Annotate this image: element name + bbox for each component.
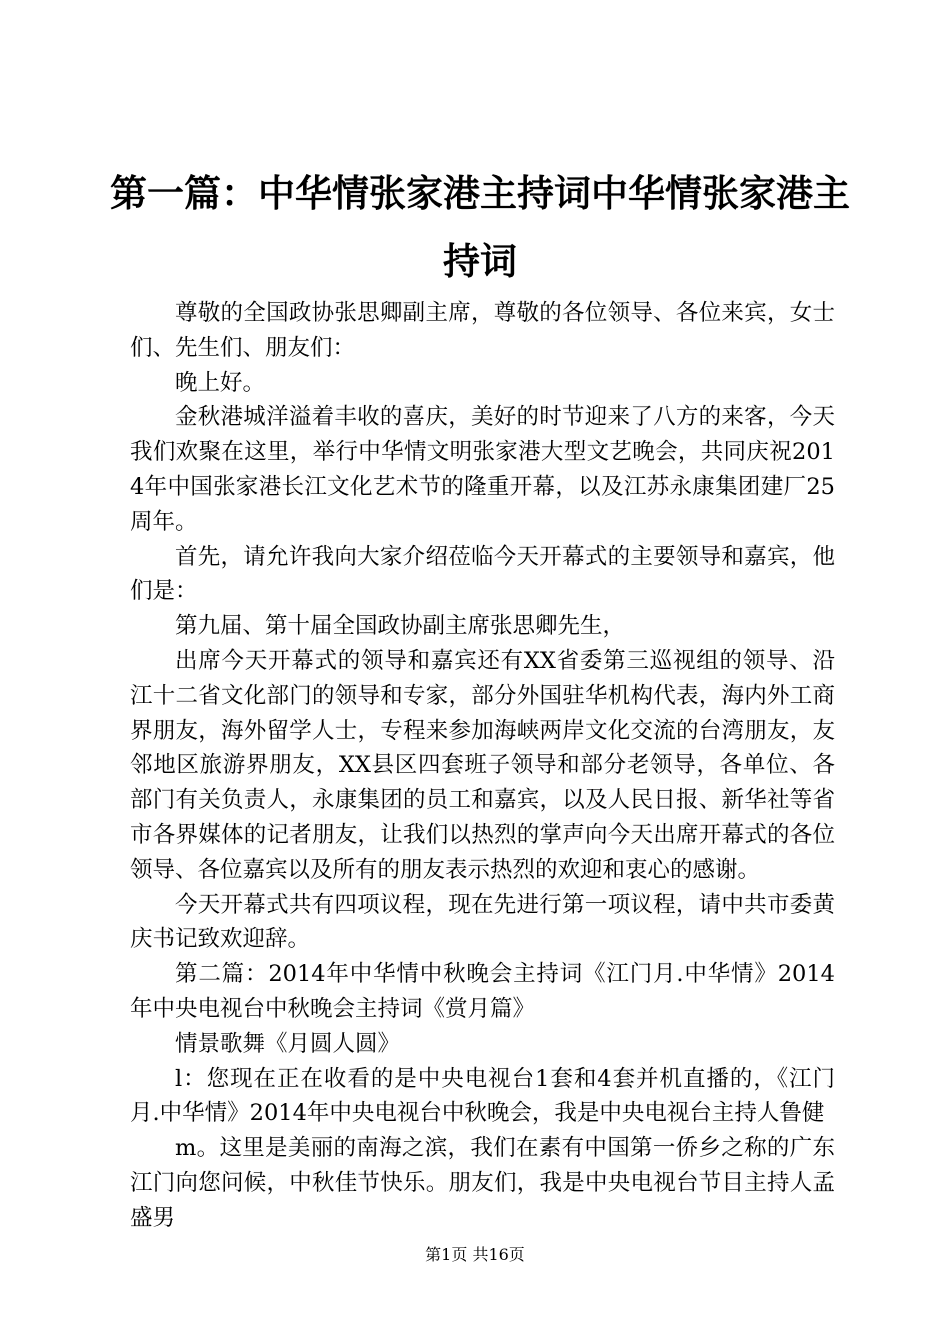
page-number: 第1页 共16页 xyxy=(425,1245,525,1264)
paragraph-evening: 晚上好。 xyxy=(175,369,266,396)
paragraph-introduction: 首先，请允许我向大家介绍莅临今天开幕式的主要领导和嘉宾，他们是： xyxy=(130,543,835,605)
paragraph-opening: 金秋港城洋溢着丰收的喜庆，美好的时节迎来了八方的来客，今天我们欢聚在这里，举行中华情文明张家港大型文艺晚会，共同庆祝2014年中国张家港长江文化艺术节的隆重开幕，以及江苏永康集团建厂25周年。 xyxy=(130,404,835,535)
paragraph-agenda: 今天开幕式共有四项议程，现在先进行第一项议程，请中共市委黄庆书记致欢迎辞。 xyxy=(130,891,835,953)
paragraph-greeting: 尊敬的全国政协张思卿副主席，尊敬的各位领导、各位来宾，女士们、先生们、朋友们： xyxy=(130,300,835,361)
paragraph-host-m: m。这里是美丽的南海之滨，我们在素有中国第一侨乡之称的广东江门向您问候，中秋佳节快乐。朋友们，我是中央电视台节目主持人孟盛男 xyxy=(130,1135,835,1231)
document-title: 第一篇：中华情张家港主持词中华情张家港主持词 xyxy=(110,172,850,283)
document-body xyxy=(130,296,835,1236)
paragraph-song-dance: 情景歌舞《月圆人圆》 xyxy=(175,1030,401,1057)
paragraph-second-article: 第二篇：2014年中华情中秋晚会主持词《江门月.中华情》2014年中央电视台中秋晚会主持词《赏月篇》 xyxy=(130,961,835,1022)
paragraph-guest: 第九届、第十届全国政协副主席张思卿先生， xyxy=(175,613,626,640)
paragraph-attendees: 出席今天开幕式的领导和嘉宾还有XX省委第三巡视组的领导、沿江十二省文化部门的领导和专家，部分外国驻华机构代表，海内外工商界朋友，海外留学人士，专程来参加海峡两岸文化交流的台湾朋友，友邻地区旅游界朋友，XX县区四套班子领导和部分老领导，各单位、各部门有关负责人，永康集团的员工和嘉宾，以及人民日报、新华社等省市各界媒体的记者朋友，让我们以热烈的掌声向今天出席开幕式的各位领导、各位嘉宾以及所有的朋友表示热烈的欢迎和衷心的感谢。 xyxy=(130,647,835,883)
paragraph-host-l: l：您现在正在收看的是中央电视台1套和4套并机直播的，《江门月.中华情》2014年中央电视台中秋晚会，我是中央电视台主持人鲁健 xyxy=(130,1065,835,1127)
